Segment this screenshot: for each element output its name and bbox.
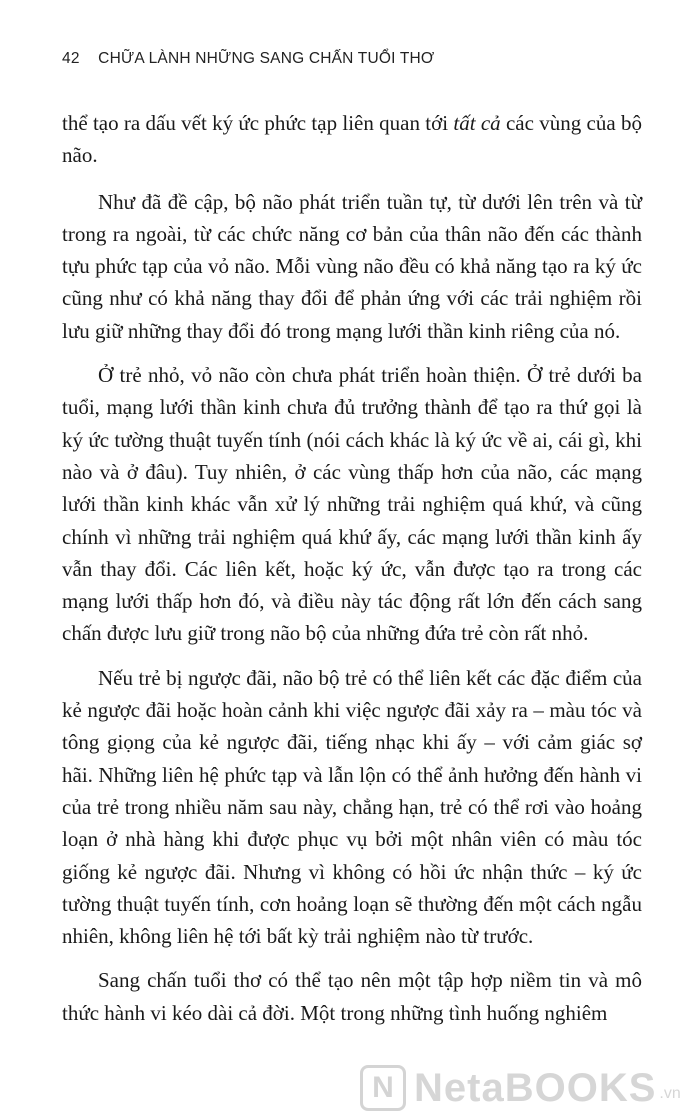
running-title: CHỮA LÀNH NHỮNG SANG CHẤN TUỔI THƠ bbox=[98, 50, 435, 67]
watermark-brand: NetaBOOKS bbox=[414, 1065, 657, 1110]
paragraph-1-text-start: thể tạo ra dấu vết ký ức phức tạp liên quan tới bbox=[62, 111, 454, 135]
watermark-domain: .vn bbox=[659, 1085, 681, 1102]
paragraph-1-emphasis: tất cả bbox=[453, 111, 501, 135]
publisher-watermark bbox=[360, 1065, 681, 1111]
paragraph-4: Nếu trẻ bị ngược đãi, não bộ trẻ có thể liên kết các đặc điểm của kẻ ngược đãi hoặc hoàn cảnh khi việc ngược đãi xảy ra – màu tóc và tông giọng của kẻ ngược đãi, tiếng nhạc khi ấy – với cảm giác sợ hãi. Những liên hệ phức tạp và lẫn lộn có thể ảnh hưởng đến hành vi của trẻ trong nhiều năm sau này, chẳng hạn, trẻ có thể rơi vào hoảng loạn ở nhà hàng khi được phục vụ bởi một nhân viên có màu tóc giống kẻ ngược đãi. Nhưng vì không có hồi ức nhận thức – ký ức tường thuật tuyến tính, cơn hoảng loạn sẽ thường đến một cách ngẫu nhiên, không liên hệ tới bất kỳ trải nghiệm nào từ trước. bbox=[62, 665, 642, 949]
paragraph-2: Như đã đề cập, bộ não phát triển tuần tự, từ dưới lên trên và từ trong ra ngoài, từ các chức năng cơ bản của thân não đến các thành tựu phức tạp của vỏ não. Mỗi vùng não đều có khả năng tạo ra ký ức cũng như có khả năng thay đổi để phản ứng với các trải nghiệm rồi lưu giữ những thay đổi đó trong mạng lưới thần kinh riêng của nó. bbox=[62, 189, 642, 343]
publisher-logo-icon: N bbox=[360, 1065, 406, 1111]
page-number: 42 bbox=[62, 50, 80, 67]
paragraph-1 bbox=[62, 107, 642, 172]
paragraph-3: Ở trẻ nhỏ, vỏ não còn chưa phát triển hoàn thiện. Ở trẻ dưới ba tuổi, mạng lưới thần kinh chưa đủ trưởng thành để tạo ra thứ gọi là ký ức tường thuật tuyến tính (nói cách khác là ký ức về ai, cái gì, khi nào và ở đâu). Tuy nhiên, ở các vùng thấp hơn của não, các mạng lưới thần kinh khác vẫn xử lý những trải nghiệm quá khứ, và cũng chính vì những trải nghiệm quá khứ ấy, các mạng lưới thần kinh ấy vẫn thay đổi. Các liên kết, hoặc ký ức, vẫn được tạo ra trong các mạng lưới thấp hơn đó, và điều này tác động rất lớn đến cách sang chấn được lưu giữ trong não bộ của những đứa trẻ còn rất nhỏ. bbox=[62, 363, 642, 646]
paragraph-1-text-end: các vùng của bộ não. bbox=[62, 111, 642, 168]
paragraph-5: Sang chấn tuổi thơ có thể tạo nên một tập hợp niềm tin và mô thức hành vi kéo dài cả đời. Một trong những tình huống nghiêm bbox=[62, 968, 642, 1025]
running-header bbox=[62, 50, 434, 68]
body-text bbox=[62, 107, 642, 1041]
